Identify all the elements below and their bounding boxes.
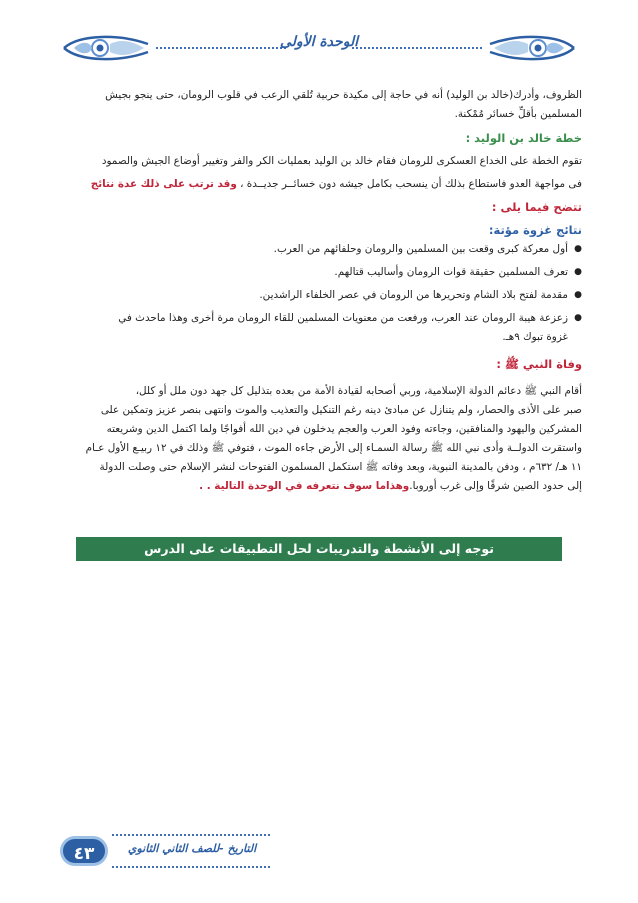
plan-line-text: فى مواجهة العدو فاستطاع بذلك أن ينسحب بكامل جيشه دون خسائــر جديــدة ، [240,178,582,190]
death-line: واستقرت الدولــة وأدى نبي الله ﷺ رسالة السمـاء إلى الأرض جاءه الموت ، فتوفي ﷺ وذلك في ١٢ ربيـع الأول عـام [85,442,582,454]
death-line: صبر على الأذى والحصار، ولم يتنازل عن مبادئ دينه رغم التنكيل والتعذيب والموت وانتهى بنصر عزيز وتمكين على [100,404,582,416]
death-last-text: إلى حدود الصين شرقًا وإلى غرب أوروبا. [409,480,582,492]
result-bullet: ● تعرف المسلمين حقيقة قوات الرومان وأساليب قتالهم. [64,263,582,282]
page-number: ٤٣ [60,836,108,866]
plan-line [64,175,582,194]
plan-line: تقوم الخطة على الخداع العسكرى للرومان فقام خالد بن الوليد بعمليات الكر والفر وتغيير أوضاع الجيش والصمود [101,155,582,167]
intro-line: المسلمين بأقلِّ خسائر مُمْكنة. [454,108,582,120]
ornament-right-icon [486,32,578,64]
result-bullet: ● أول معركة كبرى وقعت بين المسلمين والرومان وحلفائهم من العرب. [64,240,582,259]
page-footer [60,830,280,872]
result-bullet: ● زعزعة هيبة الرومان عند العرب، ورفعت من معنويات المسلمين للقاء الرومان مرة أخرى وهذا ماحدث في [64,309,582,328]
result-bullet: ● مقدمة لفتح بلاد الشام وتحريرها من الرومان في عصر الخلفاء الراشدين. [64,286,582,305]
death-line [64,477,582,496]
lesson-content [64,86,582,496]
book-title: التاريخ -للصف الثاني الثانوي [127,842,257,855]
intro-line: الظروف، وأدرك(خالد بن الوليد) أنه في حاجة إلى مكيدة حربية تُلقي الرعب في قلوب الرومان، حتى ينجو بجيش [105,89,582,101]
death-last-highlight: وهذاما سوف نتعرفه في الوحدة التالية . . [199,480,410,492]
footer-dots-bottom [112,866,270,868]
death-line: المشركين واليهود والمنافقين، وجاءته وفود العرب والعجم يدخلون في دين الله أفواجًا ولما اكتمل الدين وشريعته [106,423,582,435]
plan-heading: خطة خالد بن الوليد : [465,131,582,145]
activities-banner: توجه إلى الأنشطة والتدريبات لحل التطبيقات على الدرس [76,537,562,561]
death-line: ١١ هـ/ ٦٣٢م ، ودفن بالمدينة النبوية، وبعد وفاته ﷺ استكمل المسلمون الفتوحات لنشر الإسلام حتى وصلت الدولة [99,461,582,473]
footer-dots-top [112,834,270,836]
results-intro: تتضح فيما يلى : [491,200,582,214]
death-heading: وفاة النبي ﷺ : [496,357,582,371]
page-header [60,28,578,68]
unit-title: الوحدة الأولى [279,34,359,50]
result-bullet-continuation: غزوة تبوك ٩هـ. [502,331,568,343]
plan-line-highlight: وقد ترتب على ذلك عدة نتائج [90,178,237,190]
header-dots-right [352,47,482,49]
death-line: أقام النبي ﷺ دعائم الدولة الإسلامية، وربي أصحابه لقيادة الأمة من بعده بتذليل كل جهد دون ملل أو كلل، [135,385,582,397]
results-heading: نتائج غزوة مؤتة: [488,223,582,237]
